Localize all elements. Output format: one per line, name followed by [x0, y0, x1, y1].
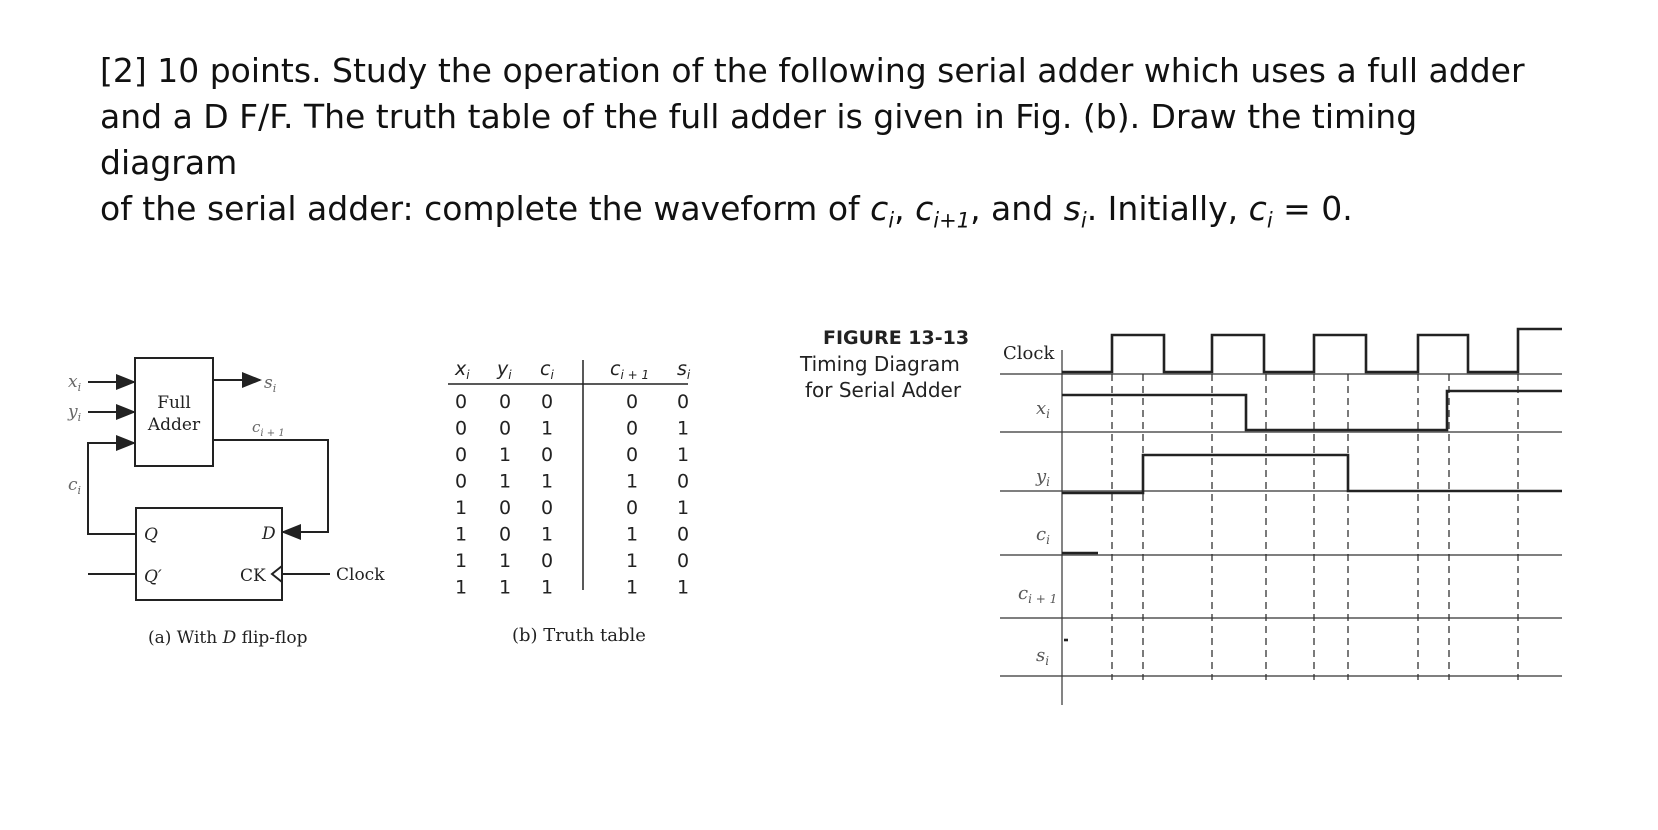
figure-number: FIGURE 13-13 — [823, 327, 970, 349]
svg-text:xi: $x_i$ — [68, 372, 82, 394]
svg-text:si: $s_i$ — [264, 373, 277, 395]
truth-table-cell: 1 — [676, 444, 690, 466]
d-label: D — [262, 524, 276, 544]
truth-table-cell: 0 — [625, 497, 639, 519]
truth-table-cell: 1 — [498, 470, 512, 493]
truth-table-cell: 1 — [625, 470, 639, 493]
truth-table-cell: 0 — [498, 497, 512, 519]
truth-table-cell: 1 — [454, 576, 468, 599]
truth-table-cell: 1 — [625, 550, 639, 572]
full-adder-label-1: Full — [157, 393, 191, 413]
xi-waveform — [1062, 391, 1562, 430]
clock-row-label: Clock — [1003, 343, 1055, 364]
truth-table-cell: 0 — [540, 550, 554, 572]
serial-adder-circuit — [88, 358, 330, 600]
q-prime-label: Q′ — [144, 567, 162, 587]
truth-table-cell: 0 — [498, 523, 512, 546]
truth-table-cell: 0 — [454, 391, 468, 413]
truth-table-cell: 0 — [625, 417, 639, 440]
svg-text:ci: $c_i$ — [540, 358, 554, 382]
question-line-1: [2] 10 points. Study the operation of the following serial adder which uses a full adder — [100, 51, 1525, 90]
question-line-3: of the serial adder: complete the waveform of $c_i$, $c_{i+1}$, and $s_i$. Initially, $c_i = 0$. — [100, 189, 1353, 233]
truth-table-caption: (b) Truth table — [512, 625, 646, 646]
truth-table-cell: 1 — [540, 470, 554, 493]
clock-input-triangle — [272, 566, 282, 582]
clock-edge-dashed-lines — [1112, 374, 1518, 680]
truth-table-cell: 1 — [676, 497, 690, 519]
yi-waveform — [1062, 455, 1562, 493]
svg-text:ci + 1: $c_{i + 1}$ — [252, 418, 285, 439]
truth-table-cell: 1 — [625, 523, 639, 546]
truth-table-cell: 1 — [540, 523, 554, 546]
truth-table-cell: 0 — [625, 391, 639, 413]
svg-text:ci: $c_i$ — [1036, 524, 1050, 547]
svg-text:ci + 1: $c_{i + 1}$ — [610, 358, 650, 382]
truth-table-header — [454, 358, 691, 382]
ck-label: CK — [240, 566, 266, 586]
truth-table-cell: 0 — [676, 523, 690, 546]
svg-text:ci + 1: $c_{i + 1}$ — [1018, 583, 1058, 606]
truth-table-cell: 0 — [540, 497, 554, 519]
svg-text:yi: $y_i$ — [1036, 466, 1051, 489]
truth-table-cell: 0 — [454, 417, 468, 440]
full-adder-label-2: Adder — [147, 415, 201, 435]
truth-table-cell: 1 — [498, 550, 512, 572]
figure-title-line-2: for Serial Adder — [805, 378, 962, 402]
svg-text:yi: $y_i$ — [497, 358, 512, 382]
truth-table-cell: 0 — [454, 470, 468, 493]
svg-text:si: $s_i$ — [1036, 645, 1050, 668]
truth-table-cell: 1 — [540, 417, 554, 440]
truth-table-cell: 1 — [676, 576, 690, 599]
clock-waveform — [1062, 329, 1562, 372]
svg-text:yi: $y_i$ — [68, 402, 82, 424]
truth-table-cell: 0 — [625, 444, 639, 466]
figure-title-line-1: Timing Diagram — [800, 352, 960, 376]
svg-text:ci: $c_i$ — [68, 475, 82, 497]
truth-table-cell: 1 — [540, 576, 554, 599]
svg-text:xi: $x_i$ — [1036, 398, 1050, 421]
truth-table-cell: 1 — [454, 550, 468, 572]
truth-table-cell: 0 — [498, 417, 512, 440]
timing-diagram — [1000, 329, 1562, 705]
truth-table-cell: 0 — [676, 470, 690, 493]
truth-table-cell: 1 — [625, 576, 639, 599]
truth-table-cell: 0 — [676, 550, 690, 572]
clock-input-label: Clock — [336, 565, 385, 585]
truth-table-cell: 1 — [676, 417, 690, 440]
q-label: Q — [144, 525, 158, 545]
truth-table-cell: 1 — [498, 576, 512, 599]
truth-table-cell: 1 — [454, 523, 468, 546]
truth-table-cell: 0 — [498, 391, 512, 413]
truth-table-cell: 0 — [540, 391, 554, 413]
carry-out-wire — [213, 440, 328, 532]
question-line-2: and a D F/F. The truth table of the full adder is given in Fig. (b). Draw the timing diagram — [100, 97, 1418, 182]
ci-feedback-wire — [88, 443, 136, 534]
circuit-caption: (a) With D flip-flop — [148, 628, 308, 648]
timing-gridlines — [1000, 350, 1562, 705]
truth-table — [448, 358, 691, 646]
truth-table-cell: 0 — [454, 444, 468, 466]
truth-table-cell: 0 — [676, 391, 690, 413]
truth-table-cell: 0 — [540, 444, 554, 466]
truth-table-cell: 1 — [498, 444, 512, 466]
truth-table-rows — [455, 391, 689, 599]
svg-text:xi: $x_i$ — [455, 358, 470, 382]
svg-text:si: $s_i$ — [677, 358, 691, 382]
truth-table-cell: 1 — [454, 497, 468, 519]
